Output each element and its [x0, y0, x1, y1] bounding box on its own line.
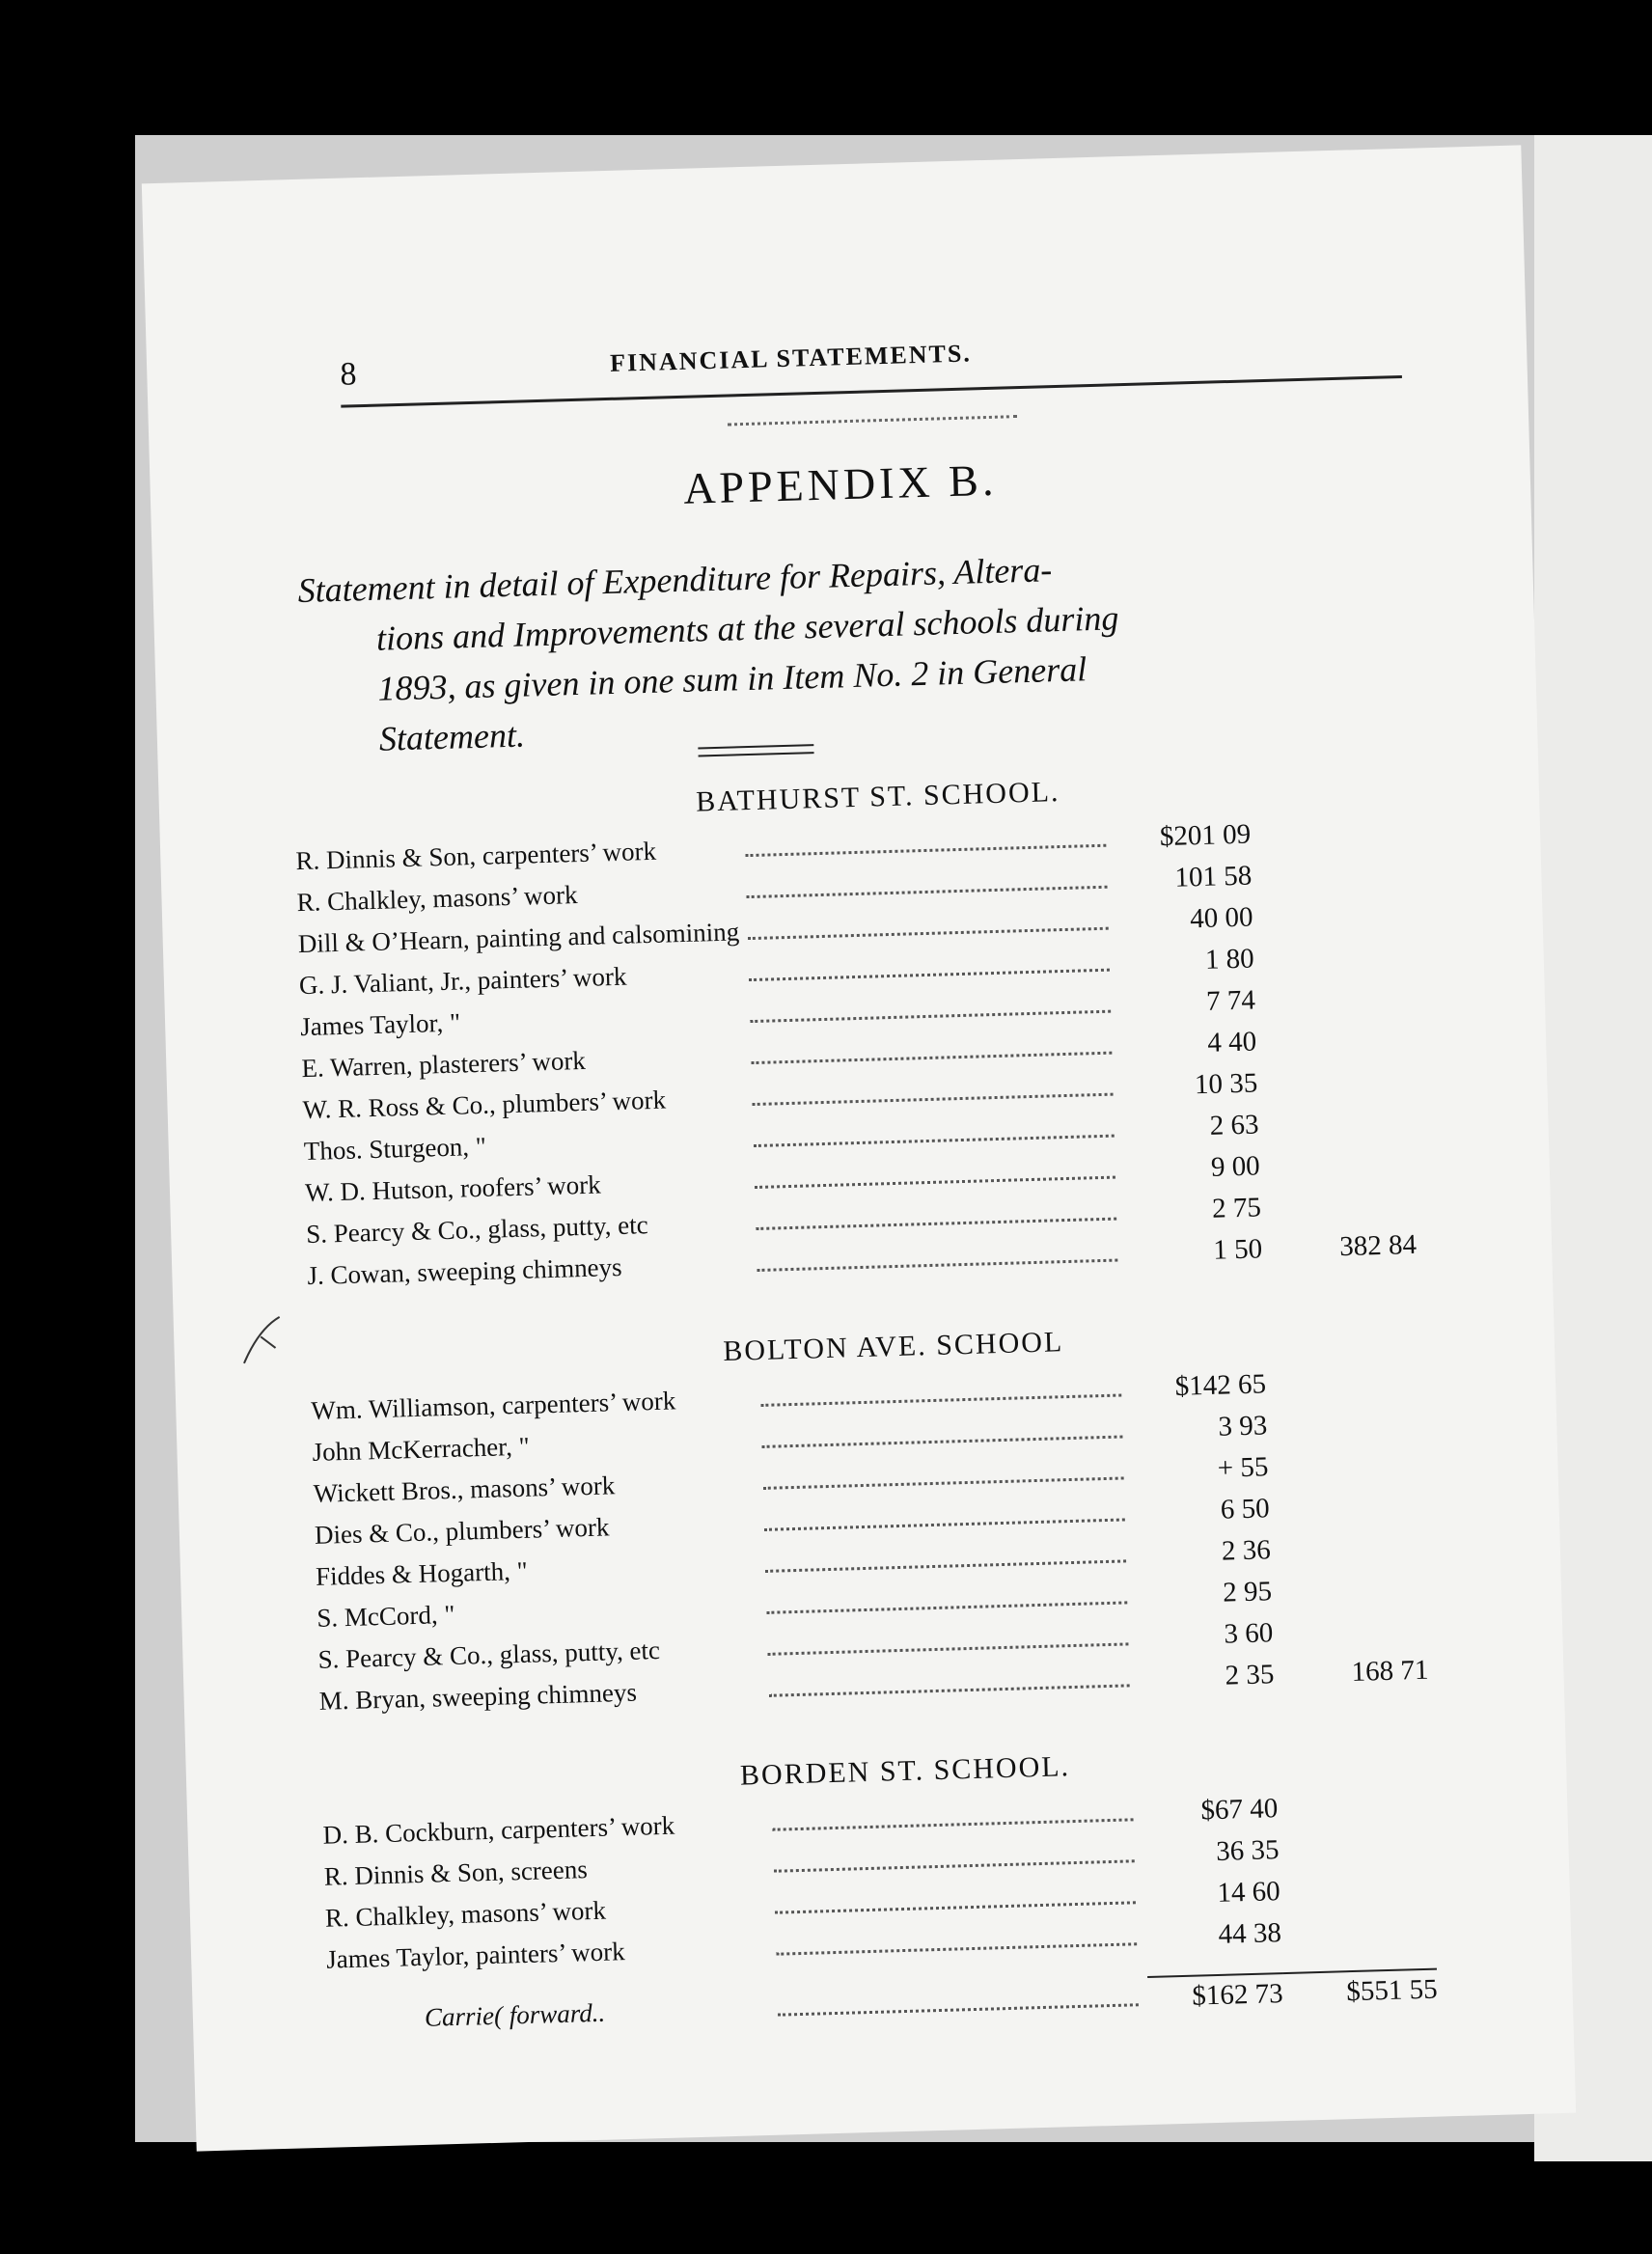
- payee: R. Dinnis & Son, screens: [323, 1855, 589, 1891]
- amount: + 55: [1217, 1451, 1269, 1484]
- amount: 9 00: [1210, 1150, 1261, 1183]
- section-total: [1280, 1855, 1434, 1858]
- payee: W. R. Ross & Co., plumbers’ work: [302, 1085, 667, 1125]
- amount: 1 50: [1212, 1233, 1263, 1266]
- amount: $67 40: [1200, 1793, 1279, 1827]
- section-bathurst: [294, 766, 1418, 1302]
- section-total: [1270, 1513, 1424, 1517]
- amount: 40 00: [1189, 901, 1253, 935]
- subtitle-line: Statement in detail of Expenditure for Repairs, Altera-: [297, 550, 1053, 610]
- amount: $142 65: [1174, 1368, 1267, 1402]
- section-total: [1269, 1471, 1423, 1475]
- amount: 7 74: [1205, 984, 1256, 1017]
- payee: D. B. Cockburn, carpenters’ work: [322, 1810, 675, 1850]
- section-heading: BOLTON AVE. SCHOOL: [722, 1326, 1064, 1368]
- dot-leader: [774, 1858, 1135, 1872]
- running-title: FINANCIAL STATEMENTS.: [609, 339, 973, 377]
- payee: S. Pearcy & Co., glass, putty, etc: [317, 1635, 661, 1674]
- section-total: [1261, 1212, 1416, 1216]
- dot-leader: [776, 1941, 1137, 1955]
- amount: 2 35: [1225, 1659, 1275, 1691]
- dot-leader: [747, 885, 1108, 898]
- payee: G. J. Valiant, Jr., painters’ work: [298, 961, 627, 1001]
- payee: Wm. Williamson, carpenters’ work: [310, 1386, 676, 1425]
- subtitle-line: 1893, as given in one sum in Item No. 2 in General: [376, 649, 1088, 708]
- dot-leader: [748, 926, 1109, 940]
- document-page: [142, 145, 1576, 2151]
- dot-leader: [751, 1051, 1112, 1064]
- section-total: [1280, 1896, 1435, 1900]
- amount: 1 80: [1204, 943, 1255, 976]
- section-total: [1279, 1813, 1433, 1817]
- section-bolton: [310, 1316, 1430, 1727]
- section-borden: [321, 1741, 1438, 2041]
- amount: 6 50: [1220, 1493, 1271, 1526]
- subtitle-line: tions and Improvements at the several schools during: [375, 598, 1119, 658]
- section-total: [1260, 1170, 1415, 1174]
- section-total: 168 71: [1351, 1654, 1429, 1688]
- dot-leader: [773, 1817, 1134, 1830]
- amount: 2 95: [1222, 1576, 1273, 1608]
- section-total: [1251, 838, 1405, 842]
- dot-leader: [775, 1900, 1136, 1913]
- pencil-check-mark: [240, 1308, 310, 1368]
- amount: 2 75: [1211, 1192, 1262, 1224]
- amount: 4 40: [1206, 1026, 1257, 1058]
- payee: James Taylor, ": [299, 1007, 461, 1042]
- payee: S. Pearcy & Co., glass, putty, etc: [305, 1210, 649, 1250]
- section-total: [1253, 880, 1407, 884]
- carried-forward-total: $551 55: [1282, 1968, 1438, 2010]
- payee: R. Chalkley, masons’ work: [296, 880, 578, 918]
- amount: 2 36: [1221, 1534, 1272, 1567]
- section-total: [1281, 1938, 1436, 1941]
- section-total: [1267, 1430, 1421, 1434]
- payee: W. D. Hutson, roofers’ work: [304, 1169, 602, 1208]
- section-total: [1266, 1388, 1420, 1392]
- payee: E. Warren, plasterers’ work: [301, 1045, 587, 1084]
- dot-leader: [757, 1258, 1117, 1272]
- amount: 44 38: [1218, 1917, 1282, 1950]
- dot-leader: [754, 1134, 1115, 1147]
- payee: Wickett Bros., masons’ work: [313, 1471, 616, 1508]
- dot-leader: [778, 2002, 1139, 2016]
- payee: Thos. Sturgeon, ": [303, 1131, 487, 1167]
- section-total: [1271, 1554, 1425, 1558]
- dot-leader: [763, 1475, 1124, 1489]
- amount: $201 09: [1159, 818, 1252, 853]
- section-total: [1259, 1129, 1414, 1133]
- payee: J. Cowan, sweeping chimneys: [307, 1251, 622, 1291]
- amount: 10 35: [1194, 1067, 1258, 1101]
- carried-forward-amount: $162 73: [1147, 1972, 1283, 2014]
- section-total: [1273, 1637, 1427, 1641]
- dot-leader: [768, 1641, 1129, 1655]
- section-total: [1254, 963, 1409, 967]
- dotted-rule: [728, 415, 1017, 426]
- section-total: [1253, 921, 1408, 925]
- dot-leader: [762, 1434, 1123, 1447]
- payee: R. Chalkley, masons’ work: [324, 1895, 607, 1933]
- dot-leader: [755, 1175, 1115, 1189]
- payee: Dill & O’Hearn, painting and calsomining: [297, 917, 740, 959]
- section-heading: BORDEN ST. SCHOOL.: [739, 1750, 1071, 1792]
- dot-leader: [766, 1600, 1127, 1613]
- section-total: 382 84: [1338, 1228, 1418, 1263]
- amount: 3 93: [1218, 1410, 1268, 1443]
- payee: Dies & Co., plumbers’ work: [314, 1512, 610, 1550]
- dot-leader: [764, 1517, 1125, 1530]
- payee: Fiddes & Hogarth, ": [315, 1555, 529, 1591]
- dot-leader: [769, 1683, 1130, 1696]
- dot-leader: [760, 1392, 1121, 1406]
- amount: 14 60: [1217, 1876, 1281, 1909]
- dot-leader: [745, 843, 1106, 857]
- amount: 3 60: [1224, 1617, 1274, 1650]
- carried-forward-label: Carrie( forward..: [424, 1997, 606, 2032]
- page-number: 8: [339, 356, 357, 393]
- payee: James Taylor, painters’ work: [325, 1937, 626, 1974]
- payee: R. Dinnis & Son, carpenters’ work: [295, 836, 657, 876]
- amount: 101 58: [1174, 860, 1253, 893]
- dot-leader: [753, 1092, 1114, 1106]
- payee: S. McCord, ": [316, 1599, 455, 1633]
- section-total: [1255, 1004, 1410, 1008]
- dot-leader: [756, 1217, 1116, 1230]
- section-total: [1256, 1046, 1411, 1050]
- amount: 2 63: [1209, 1109, 1259, 1141]
- appendix-subtitle: [297, 539, 1238, 766]
- dot-leader: [750, 1009, 1111, 1023]
- appendix-title: APPENDIX B.: [682, 454, 999, 513]
- section-total: [1272, 1596, 1426, 1600]
- dot-leader: [749, 968, 1110, 981]
- payee: M. Bryan, sweeping chimneys: [318, 1677, 638, 1716]
- page-header: [340, 317, 1402, 408]
- section-heading: BATHURST ST. SCHOOL.: [695, 776, 1060, 818]
- double-rule: [698, 744, 813, 756]
- payee: John McKerracher, ": [312, 1431, 531, 1467]
- amount: 36 35: [1215, 1834, 1280, 1867]
- subtitle-line: Statement.: [378, 715, 526, 758]
- dot-leader: [765, 1558, 1126, 1572]
- section-total: [1258, 1087, 1413, 1091]
